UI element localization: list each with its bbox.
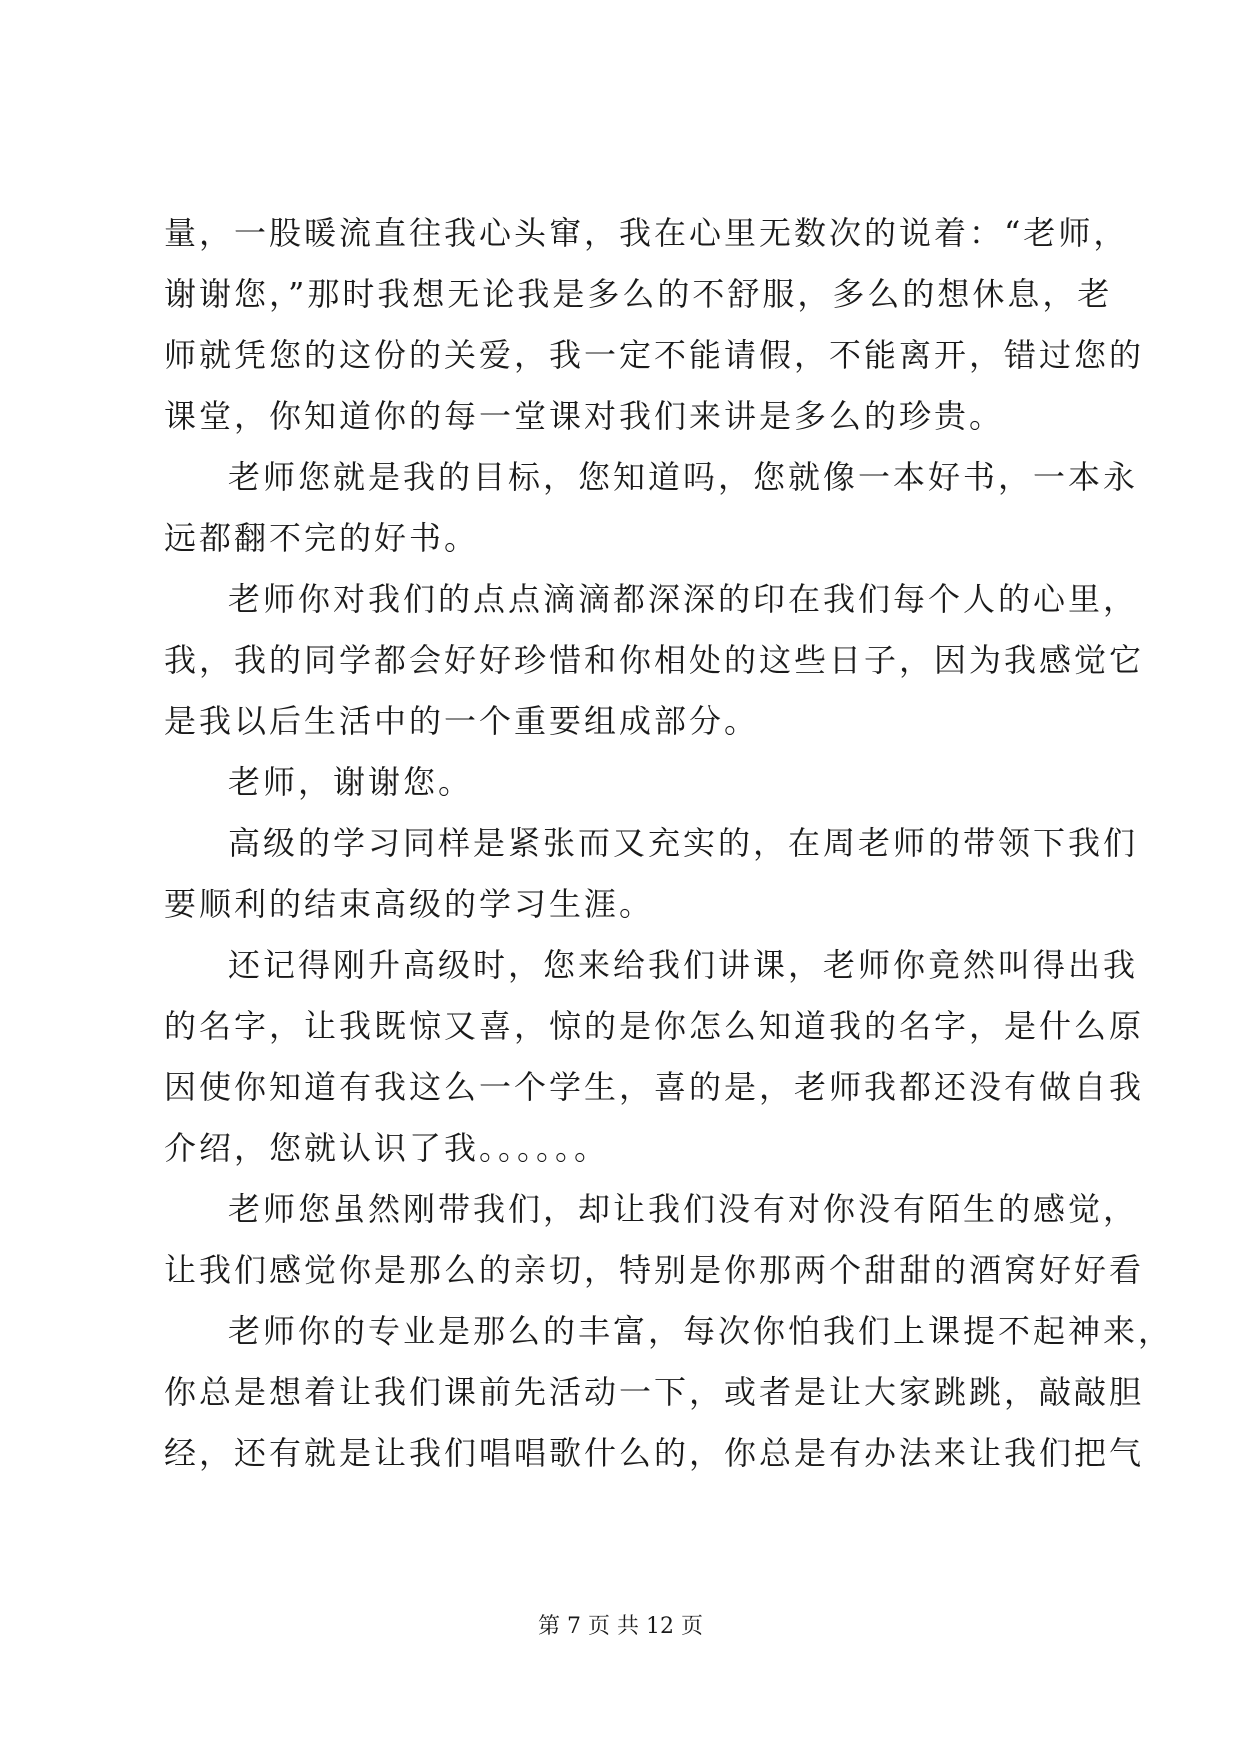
text-line: 老师你对我们的点点滴滴都深深的印在我们每个人的心里， xyxy=(228,580,1139,618)
text-line: 是我以后生活中的一个重要组成部分。 xyxy=(164,702,760,740)
text-line: 介绍，您就认识了我。。。。。。 xyxy=(164,1129,610,1167)
text-line: 老师你的专业是那么的丰富，每次你怕我们上课提不起神来， xyxy=(228,1312,1174,1350)
text-line: 课堂，你知道你的每一堂课对我们来讲是多么的珍贵。 xyxy=(164,397,1005,435)
text-line: 老师您虽然刚带我们，却让我们没有对你没有陌生的感觉， xyxy=(228,1190,1139,1228)
text-line: 因使你知道有我这么一个学生，喜的是，老师我都还没有做自我 xyxy=(164,1068,1145,1106)
text-line: 让我们感觉你是那么的亲切，特别是你那两个甜甜的酒窝好好看 xyxy=(164,1251,1145,1289)
text-line: 量，一股暖流直往我心头窜，我在心里无数次的说着：“老师， xyxy=(164,214,1129,252)
page-number-footer: 第 7 页 共 12 页 xyxy=(538,1614,703,1639)
text-line: 师就凭您的这份的关爱，我一定不能请假，不能离开，错过您的 xyxy=(164,336,1145,374)
text-line: 远都翻不完的好书。 xyxy=(164,519,480,557)
text-line: 要顺利的结束高级的学习生涯。 xyxy=(164,885,655,923)
text-line: 还记得刚升高级时，您来给我们讲课，老师你竟然叫得出我 xyxy=(228,946,1139,984)
text-line: 高级的学习同样是紧张而又充实的，在周老师的带领下我们 xyxy=(228,824,1139,862)
text-line: 我，我的同学都会好好珍惜和你相处的这些日子，因为我感觉它 xyxy=(164,641,1145,679)
body-text xyxy=(164,203,1174,1484)
text-line: 老师，谢谢您。 xyxy=(228,763,474,801)
text-line: 你总是想着让我们课前先活动一下，或者是让大家跳跳，敲敲胆 xyxy=(164,1373,1145,1411)
text-line: 的名字，让我既惊又喜，惊的是你怎么知道我的名字，是什么原 xyxy=(164,1007,1145,1045)
text-line: 经，还有就是让我们唱唱歌什么的，你总是有办法来让我们把气 xyxy=(164,1434,1145,1472)
text-line: 谢谢您，”那时我想无论我是多么的不舒服，多么的想休息，老 xyxy=(164,275,1113,313)
text-line: 老师您就是我的目标，您知道吗，您就像一本好书，一本永 xyxy=(228,458,1139,496)
